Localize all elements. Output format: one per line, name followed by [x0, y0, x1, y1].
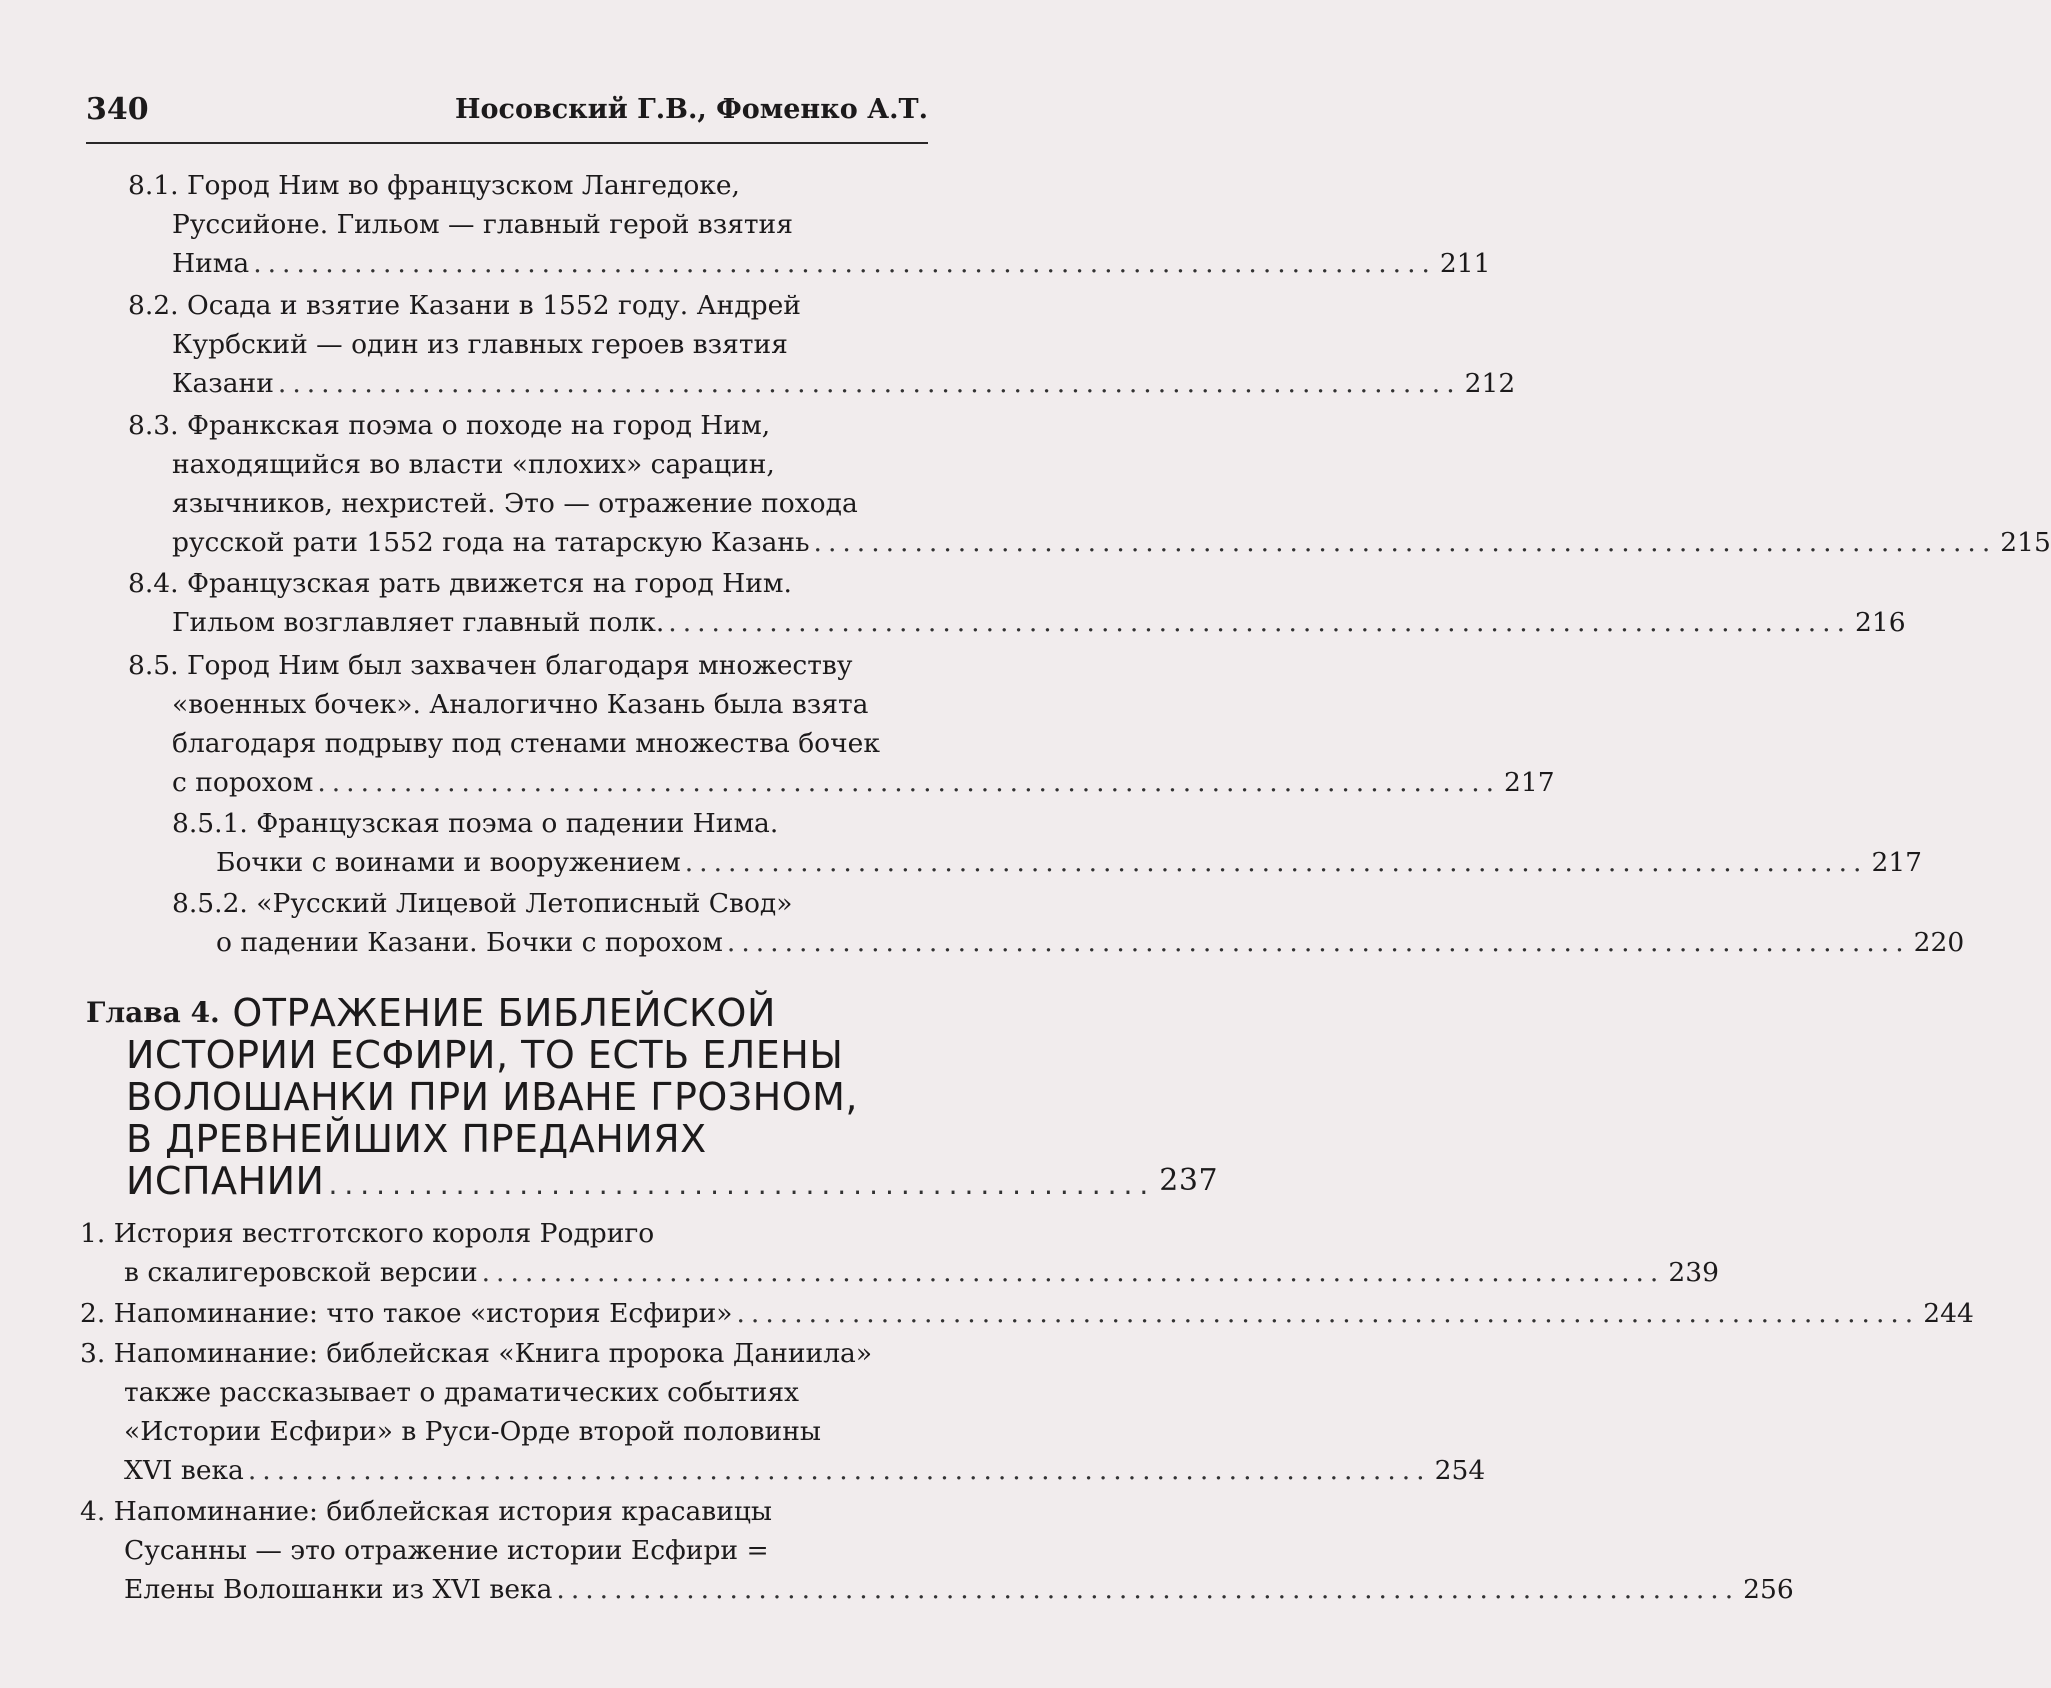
leader-dots: .................................................................................. [317, 767, 1501, 798]
toc-entry-8-1 [128, 166, 1491, 283]
leader-dots: .................................................................................. [277, 368, 1461, 399]
entry-line: русской рати 1552 года на татарскую Казань [172, 527, 810, 558]
entry-line: с порохом [172, 767, 314, 798]
entry-line: благодаря подрыву под стенами множества бочек [172, 728, 880, 759]
running-head: Носовский Г.В., Фоменко А.Т. [455, 94, 928, 125]
entry-line: 1. История вестготского короля Родриго [80, 1218, 655, 1249]
entry-line: Руссийоне. Гильом — главный герой взятия [172, 209, 793, 240]
entry-line: 8.4. Французская рать движется на город Ним. [128, 568, 792, 599]
entry-line: в скалигеровской версии [124, 1257, 478, 1288]
entry-line: находящийся во власти «плохих» сарацин, [172, 449, 775, 480]
entry-line: Нима [172, 248, 250, 279]
leader-dots: .................................................................................. [726, 927, 1910, 958]
leader-dots: .................................................................................. [481, 1257, 1665, 1288]
chapter-title-line: ВОЛОШАНКИ ПРИ ИВАНЕ ГРОЗНОМ, [126, 1075, 859, 1119]
entry-line: Курбский — один из главных героев взятия [172, 329, 788, 360]
page-ref: 216 [1855, 607, 1906, 638]
chapter-title-line: ОТРАЖЕНИЕ БИБЛЕЙСКОЙ [232, 991, 776, 1035]
toc-entry-4-4 [80, 1492, 1794, 1609]
entry-line: 4. Напоминание: библейская история красавицы [80, 1496, 772, 1527]
chapter-title-line: ИСПАНИИ [126, 1159, 325, 1203]
page-ref: 217 [1504, 767, 1555, 798]
toc-entry-8-2 [128, 286, 1516, 403]
entry-line: «Истории Есфири» в Руси-Орде второй половины [124, 1416, 821, 1447]
page-ref: 212 [1464, 368, 1516, 399]
entry-line: 3. Напоминание: библейская «Книга пророка Даниила» [80, 1338, 873, 1369]
page-ref: 254 [1434, 1455, 1486, 1486]
entry-line: 8.1. Город Ним во французском Лангедоке, [128, 170, 740, 201]
leader-dots: .................................................... [328, 1168, 1156, 1201]
toc-entry-4-3 [80, 1334, 1486, 1490]
entry-line: 8.5. Город Ним был захвачен благодаря множеству [128, 650, 853, 681]
entry-line: 8.2. Осада и взятие Казани в 1552 году. Андрей [128, 290, 801, 321]
entry-line: Бочки с воинами и вооружением [216, 847, 681, 878]
leader-dots: .................................................................................. [813, 527, 1997, 558]
page-ref: 244 [1923, 1298, 1974, 1329]
toc-entry-8-5-2 [172, 884, 1965, 962]
page-ref: 211 [1439, 248, 1491, 279]
entry-line: Казани [172, 368, 274, 399]
entry-line: также рассказывает о драматических событиях [124, 1377, 799, 1408]
page-ref: 217 [1871, 847, 1923, 878]
leader-dots: .................................................................................. [556, 1574, 1740, 1605]
entry-line: XVI века [124, 1455, 244, 1486]
page-ref: 220 [1913, 927, 1965, 958]
toc-entry-8-4 [128, 564, 1906, 642]
entry-line: Елены Волошанки из XVI века [124, 1574, 553, 1605]
entry-line: «военных бочек». Аналогично Казань была взята [172, 689, 869, 720]
toc-entry-8-5-1 [172, 804, 1923, 882]
leader-dots: .................................................................................. [684, 847, 1868, 878]
toc-entry-4-1 [80, 1214, 1719, 1292]
toc-entry-8-5 [128, 646, 1555, 802]
page-ref: 215 [2000, 527, 2051, 558]
entry-line: 8.3. Франкская поэма о походе на город Ним, [128, 410, 771, 441]
chapter-title-line: ИСТОРИИ ЕСФИРИ, ТО ЕСТЬ ЕЛЕНЫ [126, 1033, 844, 1077]
page-number: 340 [86, 92, 149, 127]
entry-line: Сусанны — это отражение истории Есфири = [124, 1535, 769, 1566]
chapter-title-line: В ДРЕВНЕЙШИХ ПРЕДАНИЯХ [126, 1117, 707, 1161]
entry-line: о падении Казани. Бочки с порохом [216, 927, 723, 958]
page-ref: 256 [1743, 1574, 1794, 1605]
entry-line: язычников, нехристей. Это — отражение похода [172, 488, 858, 519]
toc-entry-4-2 [80, 1294, 1974, 1333]
toc-entry-8-3 [128, 406, 2051, 562]
entry-line: 8.5.2. «Русский Лицевой Летописный Свод» [172, 888, 793, 919]
entry-line: 8.5.1. Французская поэма о падении Нима. [172, 808, 779, 839]
entry-line: Гильом возглавляет главный полк. [172, 607, 665, 638]
leader-dots: .................................................................................. [668, 607, 1851, 638]
leader-dots: .................................................................................. [247, 1455, 1431, 1486]
chapter-heading [86, 991, 1219, 1203]
chapter-label: Глава 4. [86, 996, 220, 1029]
leader-dots: .................................................................................. [253, 248, 1436, 279]
leader-dots: .................................................................................. [736, 1298, 1920, 1329]
page-header [86, 92, 928, 144]
page-ref: 239 [1668, 1257, 1719, 1288]
page-ref: 237 [1159, 1163, 1219, 1198]
entry-line: 2. Напоминание: что такое «история Есфири» [80, 1298, 733, 1329]
